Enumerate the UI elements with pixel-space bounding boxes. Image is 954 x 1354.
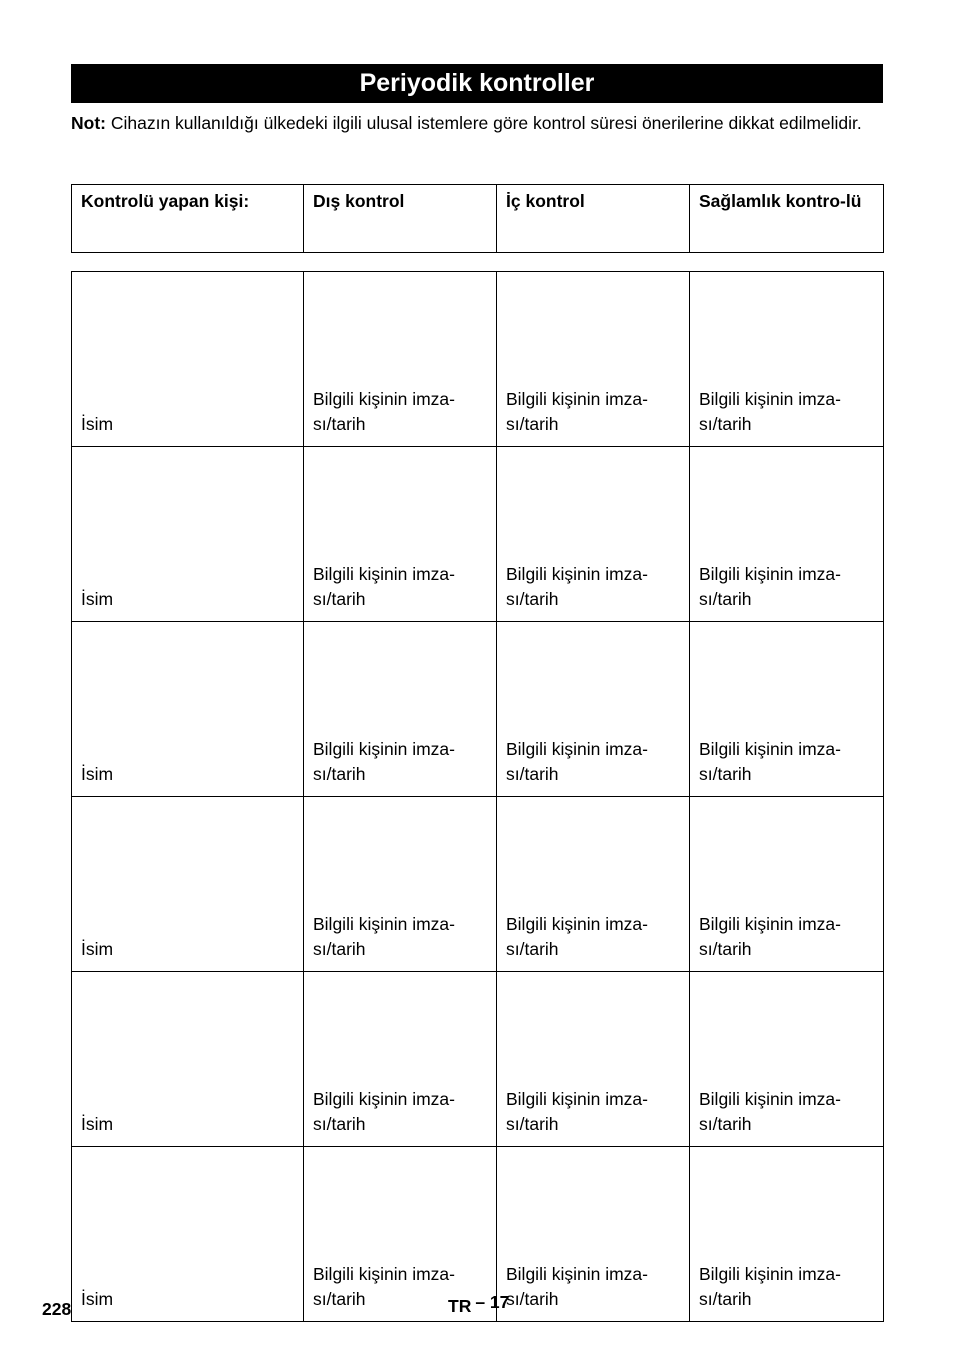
strength-signature-cell: Bilgili kişinin imza-sı/tarih <box>690 622 884 797</box>
table-row <box>72 797 884 972</box>
section-page: – 17 <box>475 1292 510 1312</box>
header-inspector: Kontrolü yapan kişi: <box>72 185 304 253</box>
strength-signature-cell: Bilgili kişinin imza-sı/tarih <box>690 797 884 972</box>
table-row <box>72 622 884 797</box>
section-page-ref <box>448 1292 510 1317</box>
header-internal-check: İç kontrol <box>497 185 690 253</box>
strength-signature-cell: Bilgili kişinin imza-sı/tarih <box>690 447 884 622</box>
external-signature-cell: Bilgili kişinin imza-sı/tarih <box>304 972 497 1147</box>
name-cell: İsim <box>72 1147 304 1322</box>
language-code: TR <box>448 1296 472 1316</box>
internal-signature-cell: Bilgili kişinin imza-sı/tarih <box>497 972 690 1147</box>
inspection-log-table <box>71 271 884 1322</box>
table-row <box>72 447 884 622</box>
external-signature-cell: Bilgili kişinin imza-sı/tarih <box>304 797 497 972</box>
strength-signature-cell: Bilgili kişinin imza-sı/tarih <box>690 1147 884 1322</box>
table-row <box>72 272 884 447</box>
header-table <box>71 184 884 253</box>
name-cell: İsim <box>72 797 304 972</box>
strength-signature-cell: Bilgili kişinin imza-sı/tarih <box>690 272 884 447</box>
strength-signature-cell: Bilgili kişinin imza-sı/tarih <box>690 972 884 1147</box>
external-signature-cell: Bilgili kişinin imza-sı/tarih <box>304 447 497 622</box>
note-label: Not: <box>71 113 106 133</box>
internal-signature-cell: Bilgili kişinin imza-sı/tarih <box>497 447 690 622</box>
table-row <box>72 972 884 1147</box>
header-external-check: Dış kontrol <box>304 185 497 253</box>
name-cell: İsim <box>72 447 304 622</box>
note-paragraph <box>71 111 891 136</box>
header-row <box>72 185 884 253</box>
external-signature-cell: Bilgili kişinin imza-sı/tarih <box>304 272 497 447</box>
external-signature-cell: Bilgili kişinin imza-sı/tarih <box>304 622 497 797</box>
page-title-text: Periyodik kontroller <box>359 69 595 97</box>
internal-signature-cell: Bilgili kişinin imza-sı/tarih <box>497 797 690 972</box>
external-signature-cell: Bilgili kişinin imza-sı/tarih <box>304 1147 497 1322</box>
name-cell: İsim <box>72 622 304 797</box>
internal-signature-cell: Bilgili kişinin imza-sı/tarih <box>497 1147 690 1322</box>
internal-signature-cell: Bilgili kişinin imza-sı/tarih <box>497 622 690 797</box>
note-text: Cihazın kullanıldığı ülkedeki ilgili ulusal istemlere göre kontrol süresi önerilerine dikkat edilmelidir. <box>110 113 862 133</box>
name-cell: İsim <box>72 972 304 1147</box>
name-cell: İsim <box>72 272 304 447</box>
page-title <box>71 64 883 103</box>
page-number: 228 <box>42 1299 72 1319</box>
internal-signature-cell: Bilgili kişinin imza-sı/tarih <box>497 272 690 447</box>
header-strength-check: Sağlamlık kontro-lü <box>690 185 884 253</box>
